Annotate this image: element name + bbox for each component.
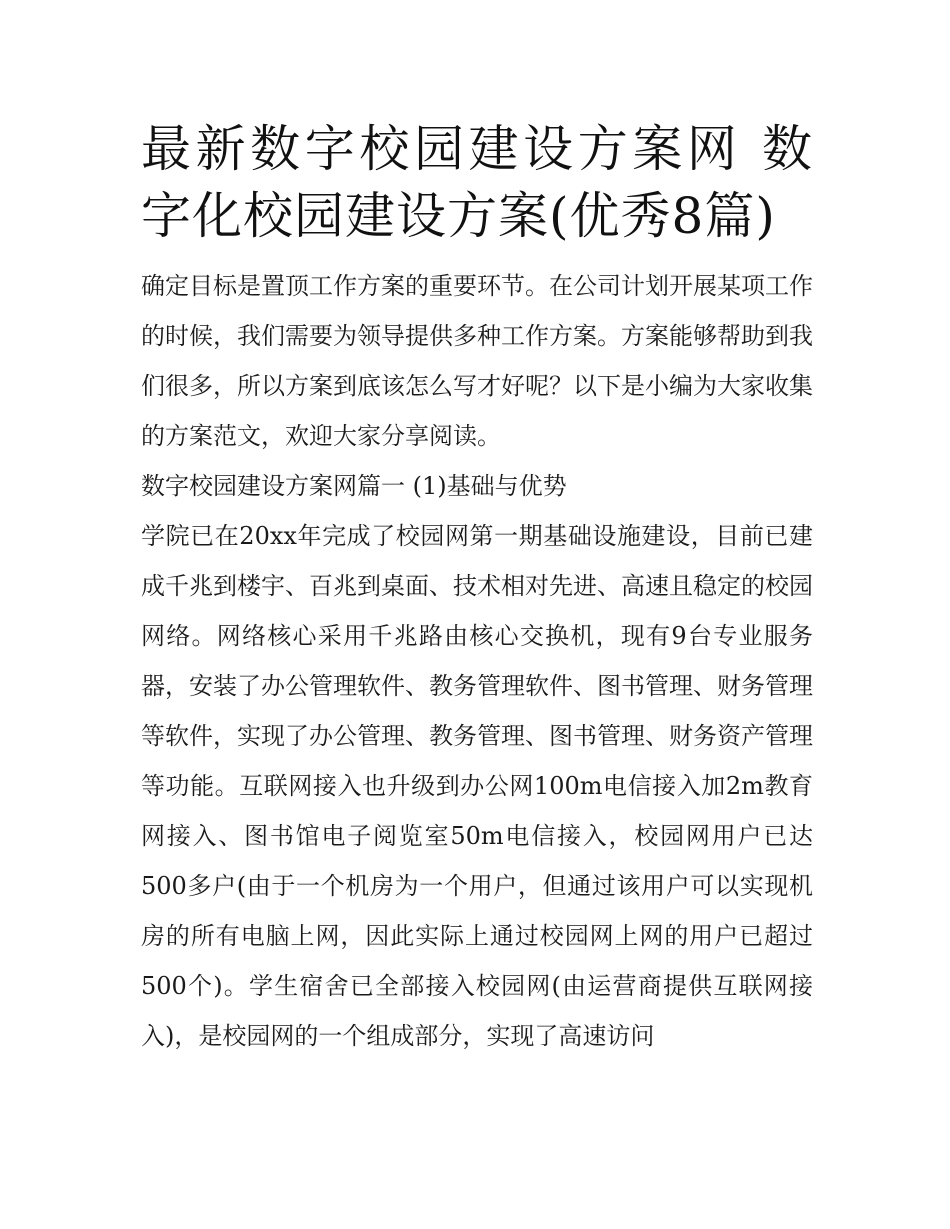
document-title: 最新数字校园建设方案网 数字化校园建设方案(优秀8篇) bbox=[141, 120, 813, 245]
body-paragraph: 学院已在20xx年完成了校园网第一期基础设施建设，目前已建成千兆到楼宇、百兆到桌面、技术相对先进、高速且稳定的校园网络。网络核心采用千兆路由核心交换机，现有9台专业服务器，安装了办公管理软件、教务管理软件、图书管理、财务管理等软件，实现了办公管理、教务管理、图书管理、财务资产管理等功能。互联网接入也升级到办公网100m电信接入加2m教育网接入、图书馆电子阅览室50m电信接入，校园网用户已达500多户(由于一个机房为一个用户，但通过该用户可以实现机房的所有电脑上网，因此实际上通过校园网上网的用户已超过500个)。学生宿舍已全部接入校园网(由运营商提供互联网接入)，是校园网的一个组成部分，实现了高速访问 bbox=[141, 522, 813, 1050]
document-content bbox=[141, 116, 813, 1061]
intro-paragraph: 确定目标是置顶工作方案的重要环节。在公司计划开展某项工作的时候，我们需要为领导提供多种工作方案。方案能够帮助到我们很多，所以方案到底该怎么写才好呢？以下是小编为大家收集的方案范文，欢迎大家分享阅读。 bbox=[141, 272, 813, 450]
section-heading: 数字校园建设方案网篇一 (1)基础与优势 bbox=[141, 472, 567, 500]
